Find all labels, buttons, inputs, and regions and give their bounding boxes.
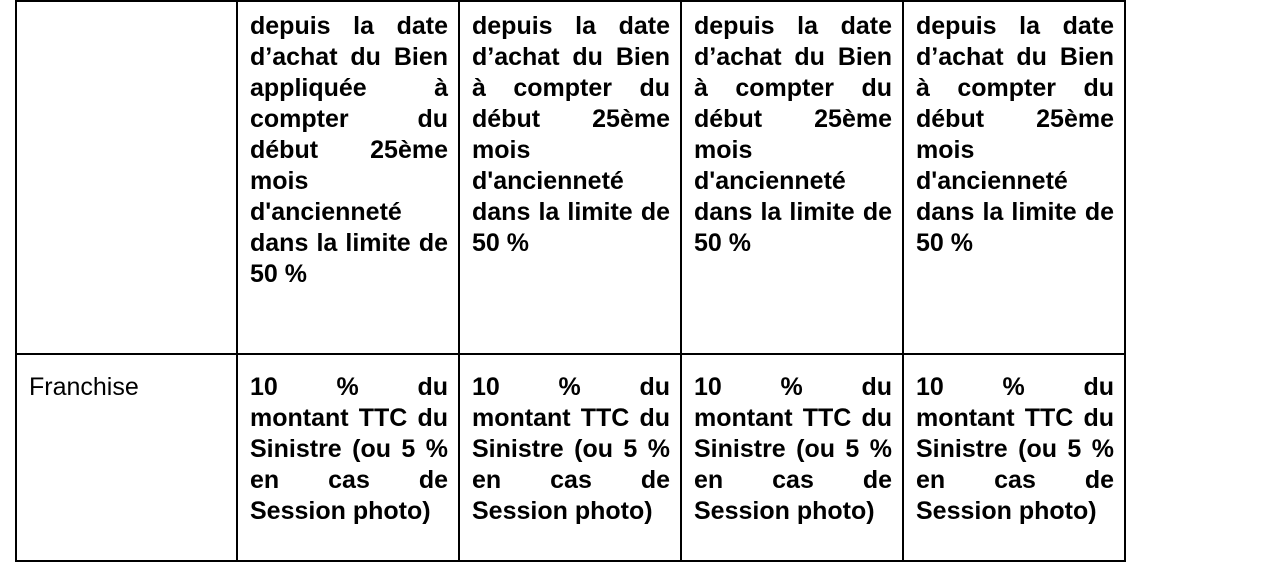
- row-label: [16, 1, 237, 354]
- table-row: [16, 1, 1125, 354]
- table-cell: 10 % du montant TTC du Sinistre (ou 5 % en cas de Session photo): [903, 354, 1125, 561]
- table-cell: depuis la date d’achat du Bien à compter du début 25ème mois d'ancienneté dans la limite de 50 %: [681, 1, 903, 354]
- table-cell: 10 % du montant TTC du Sinistre (ou 5 % en cas de Session photo): [681, 354, 903, 561]
- table-row: [16, 354, 1125, 561]
- row-label-franchise: Franchise: [16, 354, 237, 561]
- franchise-table: [15, 0, 1126, 562]
- table-cell: depuis la date d’achat du Bien appliquée à compter du début 25ème mois d'ancienneté dans la limite de 50 %: [237, 1, 459, 354]
- table-cell: 10 % du montant TTC du Sinistre (ou 5 % en cas de Session photo): [237, 354, 459, 561]
- table-cell: 10 % du montant TTC du Sinistre (ou 5 % en cas de Session photo): [459, 354, 681, 561]
- table-cell: depuis la date d’achat du Bien à compter du début 25ème mois d'ancienneté dans la limite de 50 %: [459, 1, 681, 354]
- table-cell: depuis la date d’achat du Bien à compter du début 25ème mois d'ancienneté dans la limite de 50 %: [903, 1, 1125, 354]
